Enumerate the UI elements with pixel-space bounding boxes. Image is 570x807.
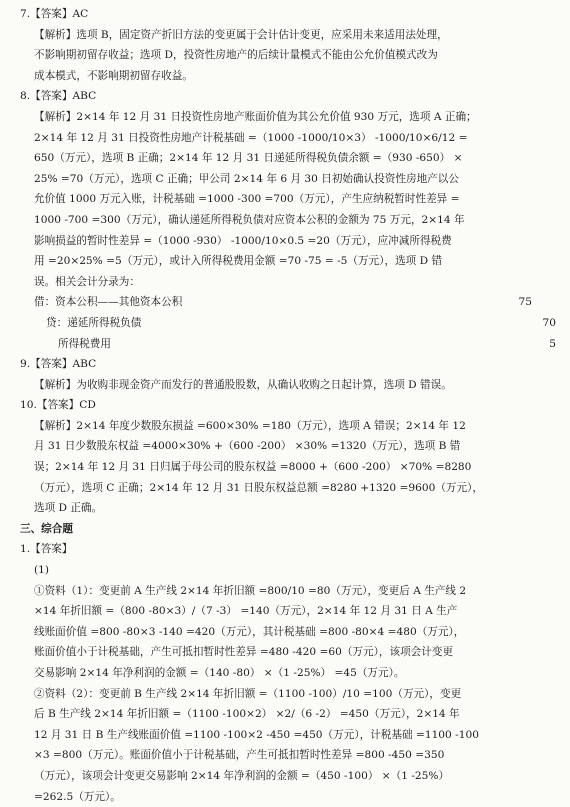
journal-entry-debit bbox=[20, 292, 556, 313]
explanation-line: ×3 =800（万元）。账面价值小于计税基础，产生可抵扣暂时性差异 =800 -450 =350 bbox=[34, 749, 445, 762]
explanation bbox=[20, 416, 556, 519]
sub-item-number: (1) bbox=[34, 564, 50, 577]
explanation-b bbox=[20, 684, 556, 807]
explanation-line: （万元），选项 C 正确；2×14 年 12 月 31 日股东权益总额 =8280 +1320 =9600（万元）， bbox=[34, 481, 483, 494]
explanation-line: 2×14 年 12 月 31 日投资性房地产计税基础 =（1000 -1000/10×3） -1000/10×6/12 = bbox=[34, 131, 468, 144]
question-8 bbox=[20, 86, 556, 354]
explanation-line: 误。相关会计分录为： bbox=[34, 275, 140, 288]
entry-amount: 5 bbox=[549, 337, 556, 350]
entry-amount: 70 bbox=[542, 316, 556, 329]
explanation-line: 不影响期初留存收益；选项 D，投资性房地产的后续计量模式不能由公允价值模式改为 bbox=[34, 49, 438, 62]
explanation bbox=[20, 375, 556, 396]
explanation-line: ①资料（1）：变更前 A 生产线 2×14 年折旧额 =800/10 =80（万元），变更后 A 生产线 2 bbox=[34, 584, 467, 597]
journal-entry-credit bbox=[20, 313, 556, 334]
explanation-line: 650（万元），选项 B 正确；2×14 年 12 月 31 日递延所得税负债余额 =（930 -650） × bbox=[34, 152, 463, 165]
answer-line: 7.【答案】AC bbox=[20, 8, 89, 20]
explanation-line: 后 B 生产线 2×14 年折旧额 =（1100 -100×2） ×2/（6 -2） =450（万元），2×14 年 bbox=[34, 708, 460, 721]
explanation-line: 【解析】2×14 年 12 月 31 日投资性房地产账面价值为其公允价值 930 万元，选项 A 正确； bbox=[34, 110, 477, 123]
explanation-line: 【解析】选项 B，固定资产折旧方法的变更属于会计估计变更，应采用未来适用法处理， bbox=[34, 28, 448, 41]
explanation-line: 成本模式，不影响期初留存收益。 bbox=[34, 69, 193, 82]
question-9 bbox=[20, 354, 556, 395]
section-heading: 三、综合题 bbox=[20, 522, 73, 535]
question-10 bbox=[20, 395, 556, 519]
answer-line: 9.【答案】ABC bbox=[20, 358, 97, 371]
entry-account: 借：资本公积——其他资本公积 bbox=[34, 296, 183, 309]
explanation-line: 25% =70（万元），选项 C 正确；甲公司 2×14 年 6 月 30 日初始确认投资性房地产以公 bbox=[34, 172, 459, 185]
explanation-line: 【解析】为收购非现金资产而发行的普通股股数，从确认收购之日起计算，选项 D 错误。 bbox=[34, 378, 452, 391]
explanation-line: 影响损益的暂时性差异 =（1000 -930） -1000/10×0.5 =20（万元），应冲减所得税费 bbox=[34, 234, 452, 247]
question-7 bbox=[20, 4, 556, 86]
explanation-line: 12 月 31 日 B 生产线账面价值 =1100 -100×2 -450 =450（万元），计税基础 =1100 -100 bbox=[34, 728, 479, 741]
explanation-line: =262.5（万元）。 bbox=[34, 790, 121, 803]
entry-account: 所得税费用 bbox=[58, 337, 111, 350]
entry-amount: 75 bbox=[518, 296, 532, 309]
explanation-line: 【解析】2×14 年度少数股东损益 =600×30% =180（万元），选项 A 错误；2×14 年 12 bbox=[34, 419, 466, 432]
journal-entry-credit bbox=[20, 334, 556, 355]
explanation bbox=[20, 107, 556, 292]
explanation-line: 账面价值小于计税基础，产生可抵扣暂时性差异 =480 -420 =60（万元），该项会计变更 bbox=[34, 646, 454, 659]
answer-line: 10.【答案】CD bbox=[20, 399, 96, 412]
explanation-a bbox=[20, 581, 556, 684]
explanation-line: 选项 D 正确。 bbox=[34, 502, 103, 515]
explanation-line: ×14 年折旧额 =（800 -80×3）/（7 -3） =140（万元），2×14 年 12 月 31 日 A 生产 bbox=[34, 605, 458, 618]
explanation-line: 1000 -700 =300（万元），确认递延所得税负债对应资本公积的金额为 75 万元，2×14 年 bbox=[34, 213, 465, 226]
explanation-line: 用 =20×25% =5（万元），或计入所得税费用金额 =70 -75 = -5（万元），选项 D 错 bbox=[34, 255, 443, 268]
answer-line: 8.【答案】ABC bbox=[20, 90, 97, 103]
explanation-line: ②资料（2）：变更前 B 生产线 2×14 年折旧额 =（1100 -100）/10 =100（万元），变更 bbox=[34, 687, 462, 700]
explanation bbox=[20, 25, 556, 87]
explanation-line: 允价值 1000 万元入账，计税基础 =1000 -300 =700（万元），产生应纳税暂时性差异 = bbox=[34, 193, 460, 206]
explanation-line: 交易影响 2×14 年净利润的金额 =（140 -80） ×（1 -25%） =45（万元）。 bbox=[34, 667, 405, 679]
entry-account: 贷：递延所得税负债 bbox=[46, 316, 142, 329]
answer-line: 1.【答案】 bbox=[20, 543, 73, 556]
explanation-line: （万元），该项会计变更交易影响 2×14 年净利润的金额 =（450 -100） ×（1 -25%） bbox=[34, 769, 450, 782]
explanation-line: 误；2×14 年 12 月 31 日归属于母公司的股东权益 =8000 +（600 -200） ×70% =8280 bbox=[34, 461, 472, 474]
explanation-line: 线账面价值 =800 -80×3 -140 =420（万元），其计税基础 =800 -80×4 =480（万元）， bbox=[34, 625, 465, 638]
explanation-line: 月 31 日少数股东权益 =4000×30% +（600 -200） ×30% =1320（万元），选项 B 错 bbox=[34, 440, 461, 453]
